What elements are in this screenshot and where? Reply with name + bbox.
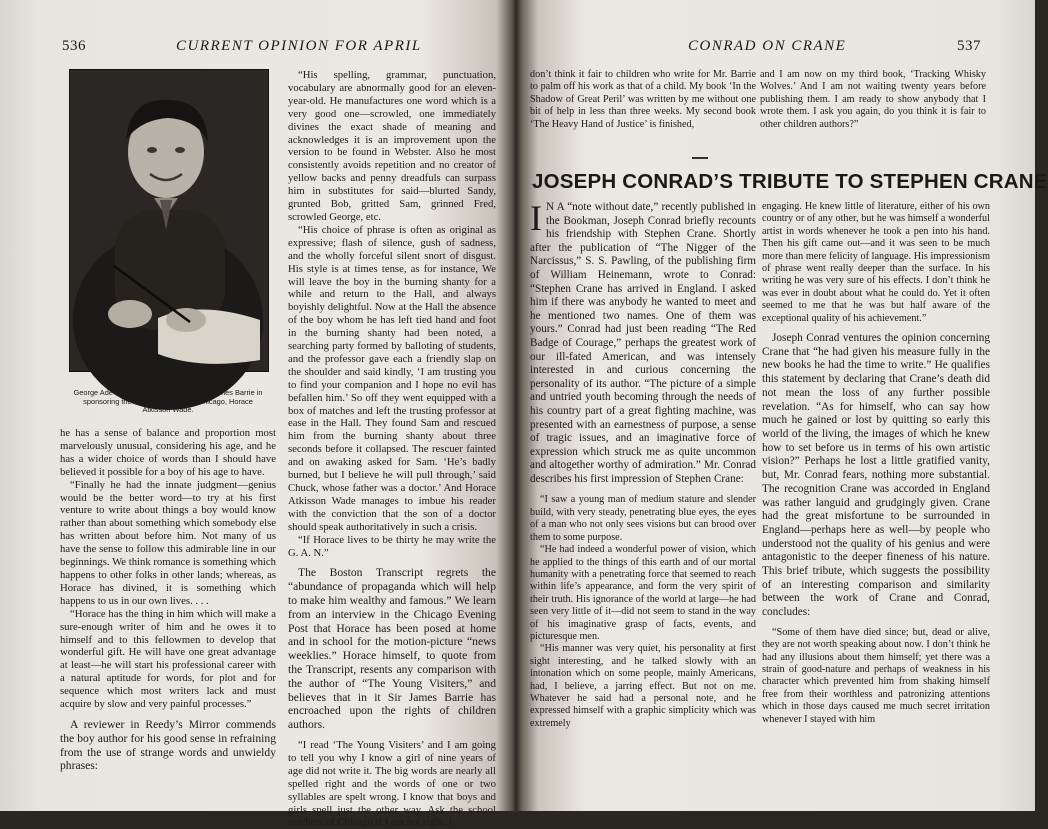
boy-author-photo: [69, 69, 269, 372]
left-page-number: 536: [62, 38, 86, 54]
quote-paragraph: “His manner was very quiet, his personality at first sight interesting, and he talked slowly with an intonation which on some people, mainly Americans, had, I believe, a jarring effect. But not on me. Whatever he said had a personal note, and he expressed himself with a graphic simplicity which was extremely: [530, 643, 756, 729]
right-column-1: [530, 198, 756, 730]
quote-paragraph: “He had indeed a wonderful power of vision, which he applied to the things of this earth and of our mortal humanity with a penetrating force that seemed to reach within life’s appearance, and form the very spirit of their truth. His ignorance of the world at large—he had seen very little of it—did not seem to stand in the way of his imaginative grasp of facts, events, and picturesque men.: [530, 544, 756, 642]
right-running-head: CONRAD ON CRANE: [688, 38, 847, 54]
quote-paragraph: “Some of them have died since; but, dead or alive, they are not worth speaking about now. I don’t think he had any illusions about them himself; yet there was a strain of good-nature and perhaps of weakness in his character which prevented him from shaking himself free from their worthless and patronizing attentions which in those days caused me much secret irritation whenever I stayed with him: [762, 626, 990, 725]
article-title: JOSEPH CONRAD’S TRIBUTE TO STEPHEN CRANE: [532, 170, 1048, 193]
paragraph: A reviewer in Reedy’s Mirror commends the boy author for his good sense in refraining from the use of strange words and unwieldy phrases:: [60, 717, 276, 773]
quote-paragraph: “I saw a young man of medium stature and slender build, with very steady, penetrating blue eyes, the eyes of a man who not only sees visions but can brood over them to some purpose.: [530, 494, 756, 543]
right-page-number: 537: [957, 38, 981, 54]
opening-text: N A “note without date,” recently published in the Bookman, Joseph Conrad briefly recounts his friendship with Stephen Crane. Shortly after the publication of “The Nigger of the Narcissus,” S. S. Pawling, of the publishing firm of William Heinemann, wrote to Conrad: “Stephen Crane has arrived in England. I asked him if there was anybody he wanted to meet and he mentioned two names. One of them was yours.” Conrad had just been reading “The Red Badge of Courage,” perhaps the greatest work of our ill-fated American, and was intensely interested in and curious concerning the personality of its author. “The picture of a simple and untried youth becoming through the needs of his country part of a great fighting machine, was presented with an earnestness of purpose, a sense of tragic issues, and an imaginative force of expression which struck me as quite uncommon and altogether worthy of admiration.” Mr. Conrad describes his first impression of Stephen Crane:: [530, 201, 756, 485]
right-top-column-2: [760, 69, 986, 131]
left-running-head: CURRENT OPINION FOR APRIL: [176, 38, 422, 54]
article-opening-paragraph: [530, 198, 756, 486]
photo-caption-text: George Ade follows in the footsteps of Sir James Barrie in sponsoring the new child author of Chicago, Horace Atkisson Wade.: [73, 388, 263, 415]
paragraph: “I read ‘The Young Visiters’ and I am going to tell you why I know a girl of nine years of age did not write it. The big words are nearly all spelled right and the words of one or two syllables are spelt wrong. I know that boys and girls spell just the other way. Ask the school teachers of Chicago if I am not right. I: [288, 739, 496, 829]
left-page: [0, 0, 516, 829]
drop-cap: I: [530, 198, 542, 238]
paragraph: “Horace has the thing in him which will make a sure-enough writer of him and he owes it to himself and to this fellowmen to develop that wonderful gift. He will have one great advantage at least—he will start his professional career with a natural aptitude for words, for plot and for sequence which most writers lack and must acquire by slow and very painful processes.”: [60, 607, 276, 711]
paragraph: “His choice of phrase is often as original as expressive; flash of silence, gush of sadness, and the wholly forceful silent snort of disgust. His style is at times tense, as for instance, We will leave the boy in the burning shanty for a while and return to the Hall, and always boyishly delightful. Now at the Hall the absence of the boy whom he has left tied hand and foot in the burning shanty had been noted, a searching party formed by balloting of students, and the professor gave each a friendly slap on the shoulder and said kindly, ‘I am trusting you to find your companion and I hope no evil has befallen him.’ So off they went equipped with a box of matches and left the trusting professor at ease in the Hall. They found Sam and rescued him from the burning shanty about three seconds before it collapsed. The rescuer fainted and on awaking asked for Sam. ‘He’s badly burned, but I believe he will pull through,’ said Chuck, whose father was a doctor.’ And Horace Atkisson Wade manages to imbue his reader with the conviction that the son of a doctor should speak authoritatively in such a crisis.: [288, 223, 496, 533]
boy-writing-illustration: [70, 70, 268, 371]
left-column-1-lower: [60, 427, 276, 773]
paragraph: “If Horace lives to be thirty he may write the G. A. N.”: [288, 533, 496, 559]
paragraph: and I am now on my third book, ‘Tracking Whisky Wolves.’ And I am not waiting twenty years before publishing them. I am ready to show anybody that I wrote them. I ask you again, do you think it is fair to other children authors?”: [760, 69, 986, 130]
photo-caption-title: AIDED BY ADE: [134, 378, 202, 388]
paragraph: he has a sense of balance and proportion most marvelously unusual, considering his age, and he has a wider choice of words than I should have believed it possible for a boy of his age to have.: [60, 427, 276, 478]
section-divider: [692, 157, 708, 159]
paragraph: don’t think it fair to children who write for Mr. Barrie to palm off his work as that of a child. My book ‘In the Shadow of Great Peril’ was written by me without one bit of help in less than three weeks. My second book ‘The Heavy Hand of Justice’ is finished,: [530, 69, 756, 130]
paragraph: “His spelling, grammar, punctuation, vocabulary are abnormally good for an eleven-year-old. He manufactures one word which is a very good one—scrowled, one immediately divines the exact shade of meaning and acknowledges it is an improvement upon the version to be found in Webster. Also he most consistently avoids repetition and no creator of yellow backs and penny dreadfuls can surpass him in substitutes for said—blurted Sandy, grunted Bob, gritted Sam, grinned Fred, scrowled George, etc.: [288, 69, 496, 223]
right-top-column-1: [530, 69, 756, 131]
paragraph: Joseph Conrad ventures the opinion concerning Crane that “he had given his measure fully in the new books he had the time to write.” He qualifies this statement by declaring that Crane’s death did not mean the loss of any further possible revelation. “As for himself, who can say how much he gained or lost by quitting so early this world of the living, the images of which he knew how to set before us in terms of his own artistic vision?” Perhaps he lost a little gratified vanity, but, Mr. Conrad fears, nothing more substantial. The recognition Crane was accorded in England was rather languid and grudgingly given. Crane had the great misfortune to be surrounded in England—perhaps here as well—by people who understood not the quality of his genius and were antagonistic to the deeper fineness of his nature. This brief tribute, which suggests the possibility of an interesting comparison and similarity between the work of Crane and Conrad, concludes:: [762, 332, 990, 619]
left-column-2: [288, 69, 496, 829]
right-column-2: [762, 201, 990, 726]
paragraph: “Finally he had the innate judgment—genius would be the better word—to try at his first venture to write about things a boy would know rather than about something which somebody else has written about before him. Not many of us have the sense to follow this admirable line in our beginnings. We think romance is something which happens to other folks in other lands; whereas, as Horace has divined, it is something which happens to us in our own lives. . . .: [60, 478, 276, 607]
paragraph: engaging. He knew little of literature, either of his own country or of any other, but he was himself a wonderful artist in words whenever he took a pen into his hand. Then his gift came out—and it was seen to be much more than mere felicity of language. His impressionism of phrase went really deeper than the surface. In his writing he was very sure of his effects. I don’t think he was ever in doubt about what he could do. Yet it often seemed to me that he was but half aware of the exceptional quality of his achievement.”: [762, 201, 990, 324]
paragraph: The Boston Transcript regrets the “abundance of propaganda which will help to make him wealthy and famous.” We learn from an interview in the Chicago Evening Post that Horace has been posed at home and in school for the motion-picture “news weeklies.” Horace himself, to quote from the Transcript, resents any comparison with the author of “The Young Visiters,” and believes that in it Sir James Barrie has encroached upon the rights of children authors.: [288, 566, 496, 732]
